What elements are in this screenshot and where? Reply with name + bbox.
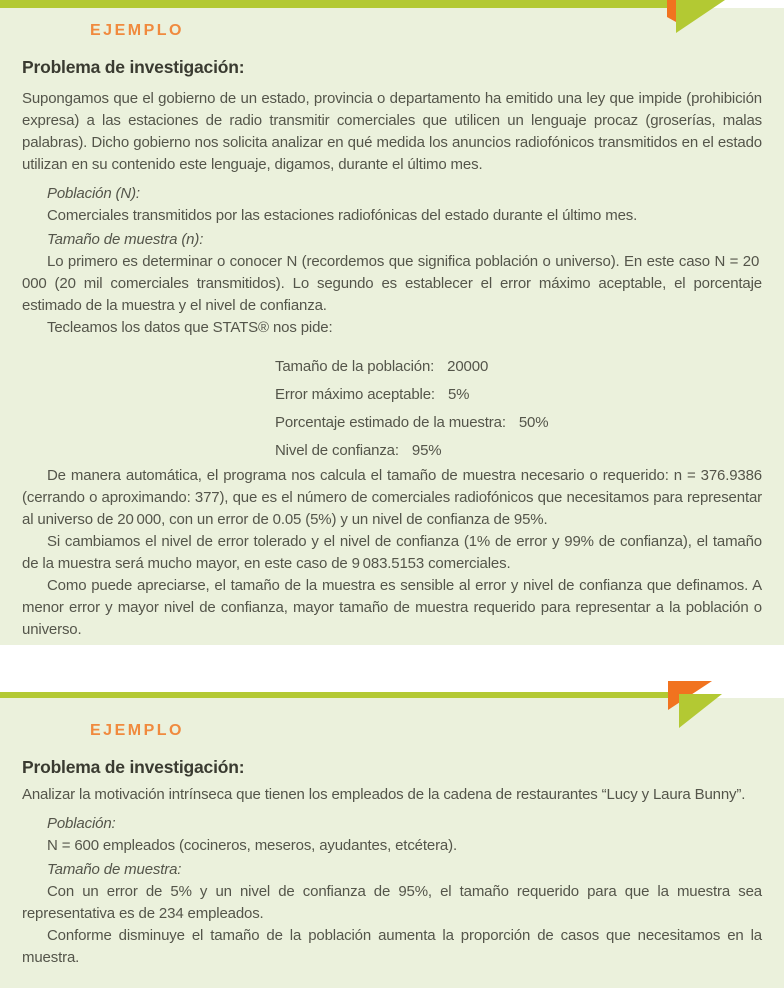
data-value: 95% [411, 442, 442, 459]
poblacion-subheading: Población: [47, 815, 116, 832]
data-row [275, 381, 762, 409]
paragraph-tecleamos: Tecleamos los datos que STATS® nos pide: [47, 319, 333, 336]
section-title: Problema de investigación: [22, 757, 245, 777]
data-value: 5% [447, 386, 470, 403]
poblacion-text: N = 600 empleados (cocineros, meseros, ayudantes, etcétera). [47, 837, 457, 854]
section-title: Problema de investigación: [22, 57, 245, 77]
ejemplo-badge: EJEMPLO [90, 22, 184, 39]
paragraph-conforme: Conforme disminuye el tamaño de la población aumenta la proporción de casos que necesitamos en la muestra. [22, 927, 762, 966]
data-row [275, 437, 762, 465]
poblacion-text: Comerciales transmitidos por las estaciones radiofónicas del estado durante el último mes. [47, 207, 638, 224]
stats-input-list [275, 353, 762, 465]
bookmark-ribbon-icon [660, 0, 730, 40]
data-label: Nivel de confianza: [275, 442, 399, 459]
ejemplo-badge: EJEMPLO [90, 722, 184, 739]
paragraph-lo-primero: Lo primero es determinar o conocer N (recordemos que significa población o universo). En este caso N = 20 000 (20 mil comerciales transmitidos). Lo segundo es establecer el error máximo aceptable, el porcentaje estimado de la muestra y el nivel de confianza. [22, 253, 762, 314]
data-label: Error máximo aceptable: [275, 386, 435, 403]
poblacion-subheading: Población (N): [47, 185, 140, 202]
data-row [275, 353, 762, 381]
data-value: 50% [518, 414, 549, 431]
section1-top-bar [0, 0, 669, 8]
intro-paragraph: Supongamos que el gobierno de un estado, provincia o departamento ha emitido una ley que impide (prohibición expresa) a las estaciones de radio transmitir comerciales que utilicen un lenguaje procaz (groserías, malas palabras). Dicho gobierno nos solicita analizar en qué medida los anuncios radiofónicos transmitidos en el estado utilizan en su contenido este lenguaje, digamos, durante el último mes. [22, 90, 762, 173]
data-label: Porcentaje estimado de la muestra: [275, 414, 506, 431]
data-value: 20000 [447, 358, 489, 375]
paragraph-como-puede: Como puede apreciarse, el tamaño de la muestra es sensible al error y nivel de confianza que definamos. A menor error y mayor nivel de confianza, mayor tamaño de muestra requerido para representar a la población o universo. [22, 577, 762, 638]
tamano-muestra-subheading: Tamaño de muestra: [47, 861, 182, 878]
data-label: Tamaño de la población: [275, 358, 435, 375]
tamano-muestra-subheading: Tamaño de muestra (n): [47, 231, 204, 248]
paragraph-si-cambiamos: Si cambiamos el nivel de error tolerado y el nivel de confianza (1% de error y 99% de confianza), el tamaño de la muestra será mucho mayor, en este caso de 9 083.5153 comerciales. [22, 533, 762, 572]
paragraph-de-manera: De manera automática, el programa nos calcula el tamaño de muestra necesario o requerido: n = 376.9386 (cerrando o aproximando: 377), que es el número de comerciales radiofónicos que necesitamos para representar al universo de 20 000, con un error de 0.05 (5%) y un nivel de confianza de 95%. [22, 467, 762, 528]
example-section-2 [0, 698, 784, 988]
intro-paragraph: Analizar la motivación intrínseca que tienen los empleados de la cadena de restaurantes “Lucy y Laura Bunny”. [22, 786, 746, 803]
paragraph-con-un-error: Con un error de 5% y un nivel de confianza de 95%, el tamaño requerido para que la muestra sea representativa es de 234 empleados. [22, 883, 762, 922]
data-row [275, 409, 762, 437]
bookmark-ribbon-icon [660, 681, 730, 731]
example-section-1 [0, 8, 784, 645]
